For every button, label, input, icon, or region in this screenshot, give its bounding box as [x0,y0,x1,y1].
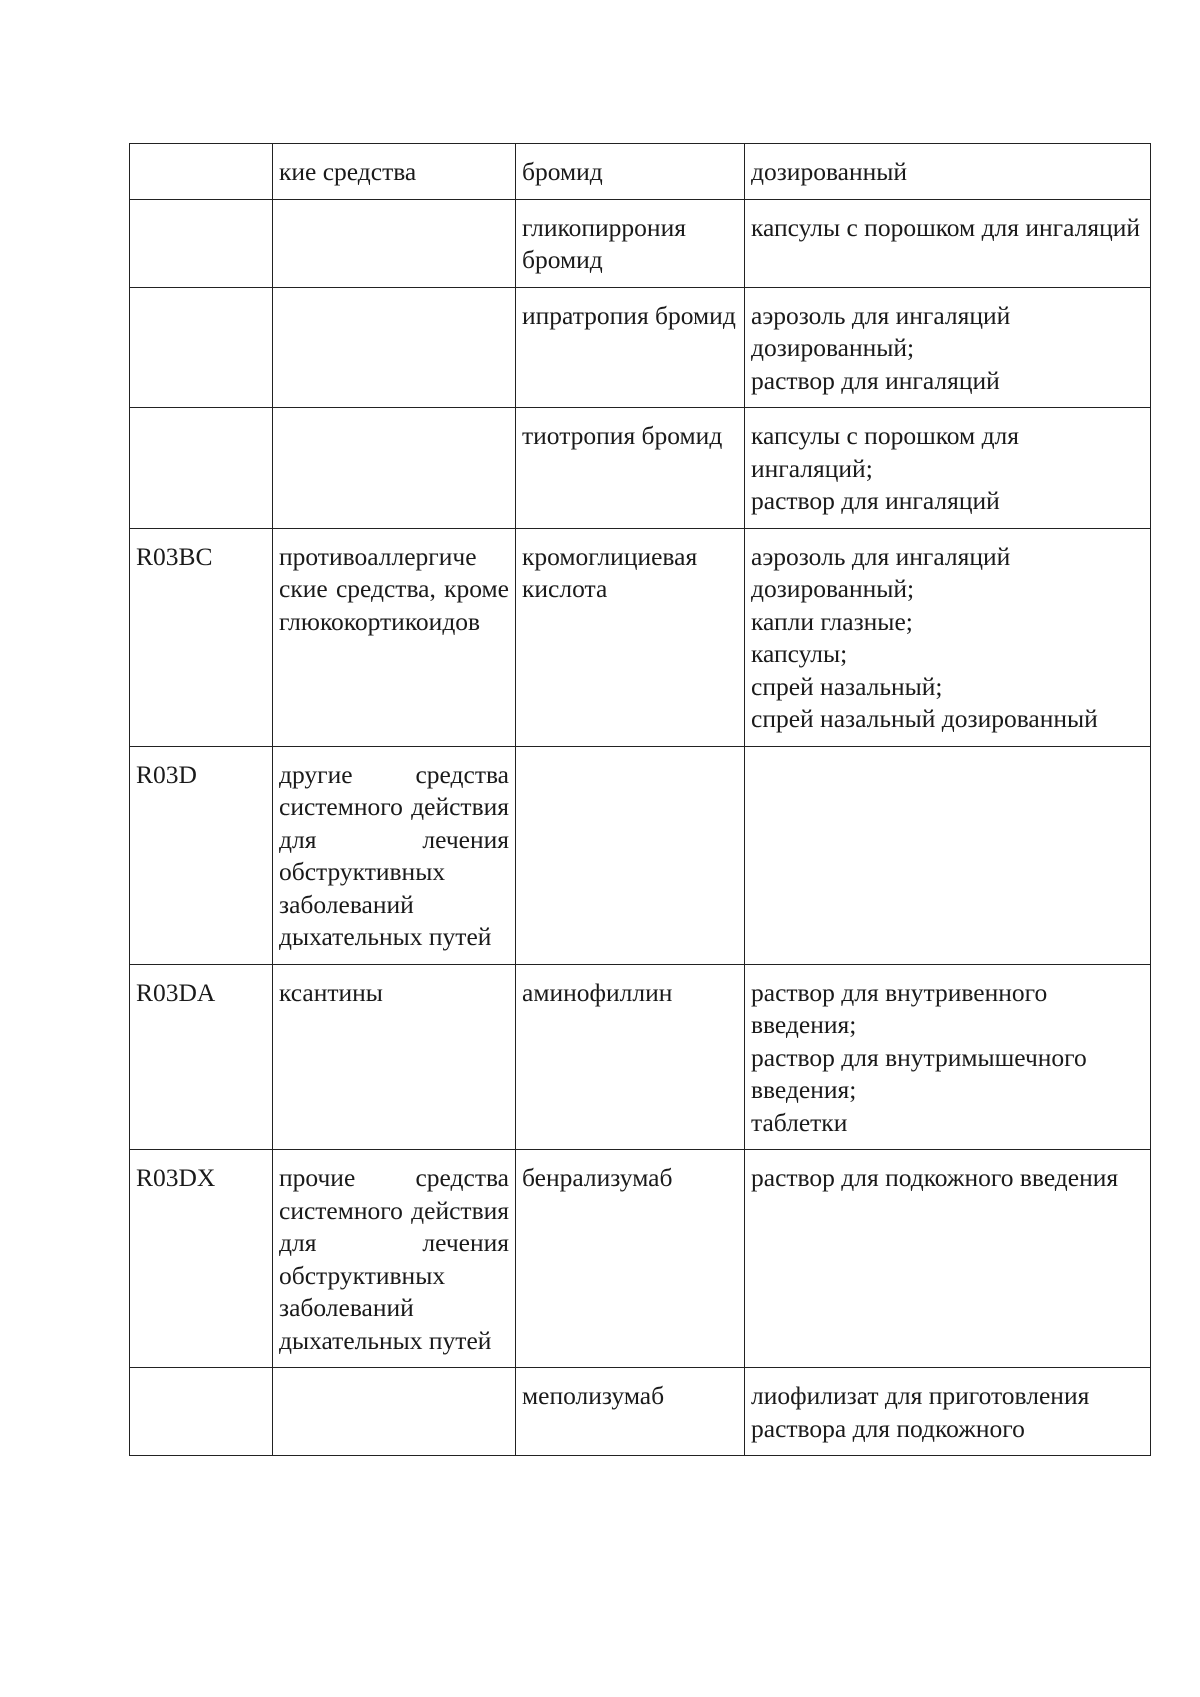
table-row [130,144,1151,200]
group-cell: ксантины [273,964,516,1150]
group-cell [273,408,516,529]
form-line: капсулы; [751,639,848,668]
atc-code-cell: R03DA [130,964,273,1150]
form-cell [745,746,1151,964]
drug-cell: гликопиррония бромид [516,199,745,287]
form-line: раствор для внутримышечного введения; [751,1042,1087,1104]
form-cell [745,528,1151,746]
group-cell: противоаллергиче ские средства, кроме глюкокортикоидов [273,528,516,746]
form-cell [745,144,1151,200]
drug-cell: кромоглициевая кислота [516,528,745,746]
form-line: капли глазные; [751,606,913,636]
form-line: капсулы с порошком для ингаляций; [751,421,1019,483]
atc-code-cell [130,144,273,200]
atc-code-cell: R03BC [130,528,273,746]
table-row [130,408,1151,529]
atc-code-cell [130,199,273,287]
drug-cell: бромид [516,144,745,200]
table-row [130,1368,1151,1456]
form-cell [745,1150,1151,1368]
group-cell: другие средства системного действия для лечения обструктивных заболеваний дыхательных путей [273,746,516,964]
atc-code-cell: R03DX [130,1150,273,1368]
table-row [130,746,1151,964]
table-row [130,287,1151,408]
group-cell [273,199,516,287]
group-cell: прочие средства системного действия для лечения обструктивных заболеваний дыхательных путей [273,1150,516,1368]
atc-code-cell [130,1368,273,1456]
drug-cell: аминофиллин [516,964,745,1150]
atc-code-cell [130,287,273,408]
group-cell: кие средства [273,144,516,200]
form-line: раствор для внутривенного введения; [751,977,1048,1039]
form-cell [745,199,1151,287]
table-row [130,964,1151,1150]
group-cell [273,1368,516,1456]
form-line: аэрозоль для ингаляций дозированный; [751,300,1011,362]
form-line: лиофилизат для приготовления раствора для подкожного [751,1381,1090,1443]
table-row [130,199,1151,287]
form-cell [745,408,1151,529]
form-line: спрей назальный; [751,671,943,701]
drug-cell: бенрализумаб [516,1150,745,1368]
group-cell [273,287,516,408]
form-line: раствор для ингаляций [751,365,1000,395]
form-cell [745,1368,1151,1456]
atc-code-cell [130,408,273,529]
drug-cell [516,746,745,964]
drug-cell: ипратропия бромид [516,287,745,408]
form-cell [745,964,1151,1150]
form-line: таблетки [751,1107,848,1137]
table-row [130,1150,1151,1368]
drug-cell: меполизумаб [516,1368,745,1456]
form-line: раствор для ингаляций [751,486,1000,515]
drug-table [129,143,1151,1456]
form-line: дозированный [751,157,908,186]
form-line: раствор для подкожного введения [751,1163,1119,1192]
drug-cell: тиотропия бромид [516,408,745,529]
form-line: капсулы с порошком для ингаляций [751,212,1141,242]
form-line: спрей назальный дозированный [751,704,1098,733]
table-row [130,528,1151,746]
atc-code-cell: R03D [130,746,273,964]
form-cell [745,287,1151,408]
form-line: аэрозоль для ингаляций дозированный; [751,541,1011,603]
